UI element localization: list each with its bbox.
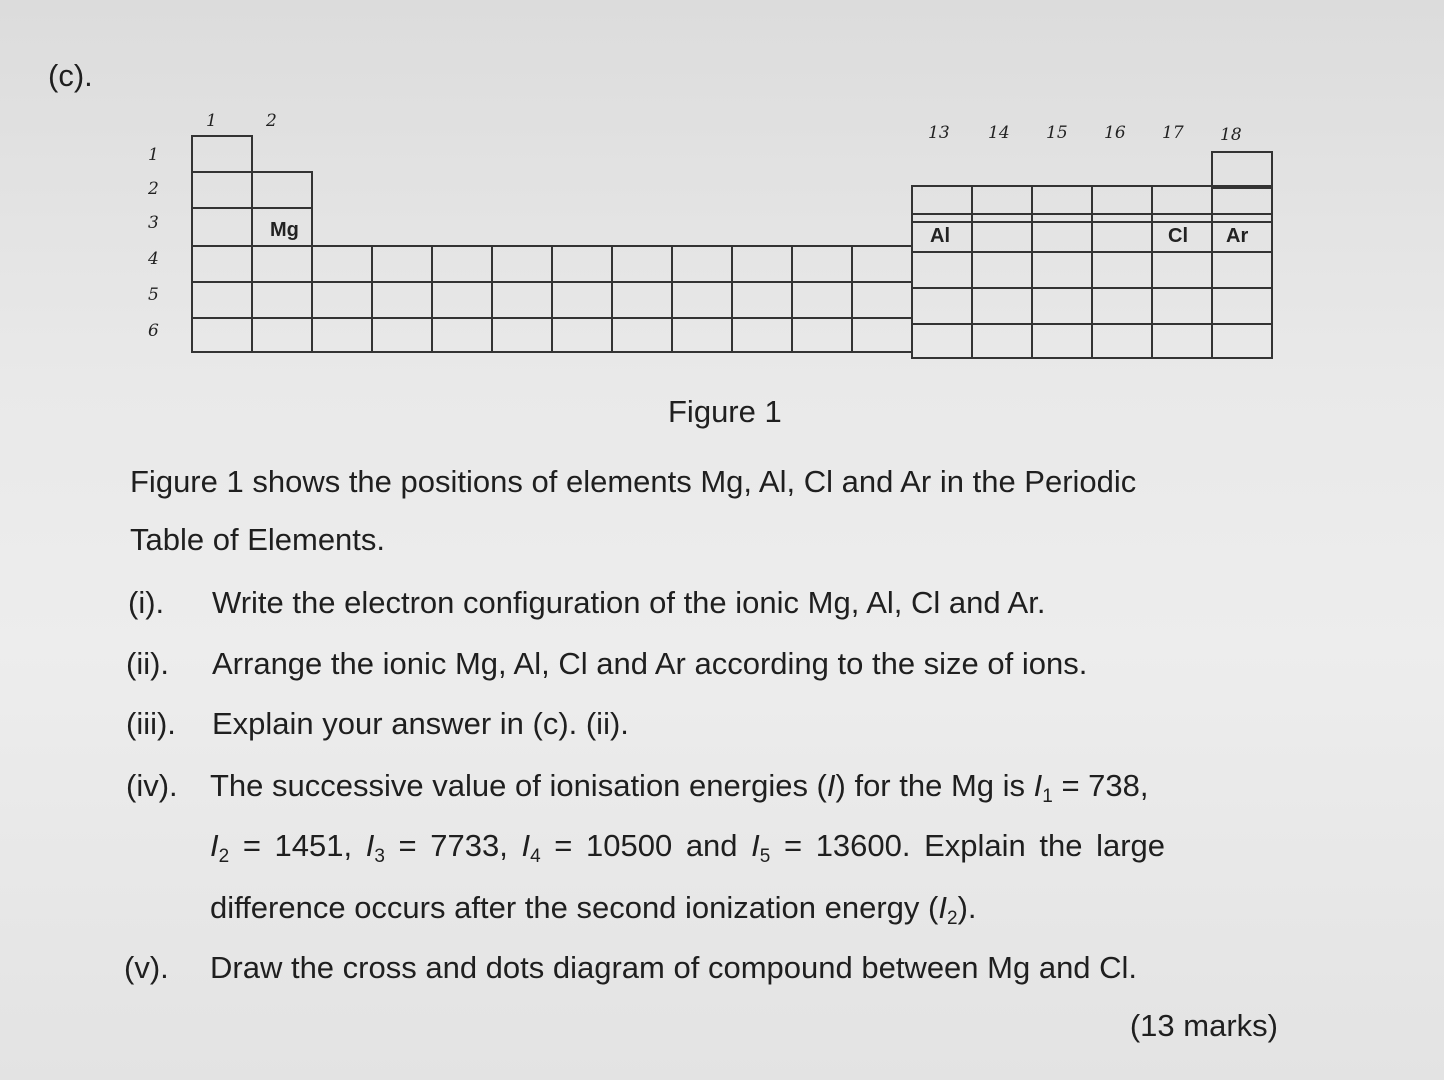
table-cell xyxy=(432,246,492,282)
question-label-iv: (iv). xyxy=(126,768,178,803)
table-cell xyxy=(852,246,912,282)
table-cell xyxy=(852,318,912,352)
element-mg: Mg xyxy=(270,219,299,241)
table-cell xyxy=(1032,186,1092,222)
table-cell xyxy=(852,282,912,318)
table-cell xyxy=(912,186,972,222)
table-cell xyxy=(672,246,732,282)
table-cell xyxy=(912,252,972,288)
table-cell xyxy=(612,246,672,282)
intro-text-line-2: Table of Elements. xyxy=(130,522,386,557)
table-cell xyxy=(672,318,732,352)
table-cell xyxy=(1212,152,1272,188)
question-label-v: (v). xyxy=(124,950,169,985)
table-cell xyxy=(1212,252,1272,288)
periodic-table-figure xyxy=(0,0,1444,400)
question-text-iii: Explain your answer in (c). (ii). xyxy=(212,706,629,741)
element-ar: Ar xyxy=(1226,225,1249,247)
period-number: 5 xyxy=(148,285,159,305)
group-number: 17 xyxy=(1162,123,1184,143)
table-cell xyxy=(792,318,852,352)
table-cell xyxy=(252,282,312,318)
question-text-ii: Arrange the ionic Mg, Al, Cl and Ar according to the size of ions. xyxy=(212,646,1088,681)
table-cell xyxy=(1152,324,1212,358)
table-cell xyxy=(1212,186,1272,222)
table-cell xyxy=(492,282,552,318)
question-label-i: (i). xyxy=(128,585,165,620)
question-text-v: Draw the cross and dots diagram of compound between Mg and Cl. xyxy=(210,950,1138,985)
question-text-iv-line-1: The successive value of ionisation energies (I) for the Mg is $I_1 = 738$, xyxy=(210,768,1149,807)
question-text-iv-line-2: $I_2 = 1451$, $I_3 = 7733$, $I_4 = 10500$ and $I_5 = 13600$. Explain the large xyxy=(210,828,1166,867)
table-cell xyxy=(972,288,1032,324)
period-number: 3 xyxy=(148,213,159,233)
table-cell xyxy=(612,318,672,352)
table-cell xyxy=(1092,288,1152,324)
group-number: 13 xyxy=(928,123,950,143)
table-cell xyxy=(432,318,492,352)
table-cell xyxy=(492,246,552,282)
table-cell xyxy=(312,246,372,282)
table-cell xyxy=(1032,324,1092,358)
table-cell xyxy=(1152,186,1212,222)
table-cell xyxy=(912,288,972,324)
table-cell xyxy=(1092,214,1152,252)
table-cell xyxy=(792,282,852,318)
table-cell xyxy=(792,246,852,282)
group-number: 15 xyxy=(1046,123,1068,143)
table-cell xyxy=(732,318,792,352)
table-cell xyxy=(972,252,1032,288)
element-cl: Cl xyxy=(1168,225,1188,247)
table-cell xyxy=(1032,252,1092,288)
period-number: 4 xyxy=(148,249,159,269)
table-cell xyxy=(492,318,552,352)
period-number: 1 xyxy=(148,145,159,165)
table-cell xyxy=(252,318,312,352)
table-cell xyxy=(972,324,1032,358)
table-cell xyxy=(192,282,252,318)
table-cell xyxy=(1032,214,1092,252)
table-cell xyxy=(972,214,1032,252)
table-cell xyxy=(372,246,432,282)
table-cell xyxy=(732,246,792,282)
marks-total: (13 marks) xyxy=(1129,1008,1278,1043)
question-text-i: Write the electron configuration of the ionic Mg, Al, Cl and Ar. xyxy=(212,585,1046,620)
table-cell xyxy=(552,246,612,282)
table-cell xyxy=(312,282,372,318)
table-cell xyxy=(192,318,252,352)
table-cell xyxy=(192,246,252,282)
table-cell xyxy=(252,246,312,282)
group-number: 1 xyxy=(206,111,217,131)
table-cell xyxy=(552,318,612,352)
table-cell xyxy=(1092,252,1152,288)
table-cell xyxy=(432,282,492,318)
table-cell xyxy=(972,186,1032,222)
intro-text-line-1: Figure 1 shows the positions of elements Mg, Al, Cl and Ar in the Periodic xyxy=(130,464,1137,499)
period-number: 2 xyxy=(148,179,159,199)
table-cell xyxy=(1212,288,1272,324)
figure-caption: Figure 1 xyxy=(668,394,782,429)
table-cell xyxy=(1092,324,1152,358)
table-cell xyxy=(192,208,252,246)
table-cell xyxy=(372,318,432,352)
element-al: Al xyxy=(930,225,950,247)
group-number: 2 xyxy=(266,111,277,131)
table-cell xyxy=(1212,324,1272,358)
group-number: 14 xyxy=(988,123,1010,143)
table-cell xyxy=(1092,186,1152,222)
group-number: 18 xyxy=(1220,125,1242,145)
period-number: 6 xyxy=(148,321,159,341)
table-cell xyxy=(912,324,972,358)
table-cell xyxy=(192,136,252,172)
table-grid xyxy=(192,136,1272,358)
table-cell xyxy=(1032,288,1092,324)
table-cell xyxy=(372,282,432,318)
table-cell xyxy=(252,172,312,208)
group-number: 16 xyxy=(1104,123,1126,143)
table-cell xyxy=(552,282,612,318)
table-cell xyxy=(1152,288,1212,324)
question-label-iii: (iii). xyxy=(126,706,176,741)
table-cell xyxy=(732,282,792,318)
table-cell xyxy=(192,172,252,208)
question-label-ii: (ii). xyxy=(126,646,170,681)
table-cell xyxy=(312,318,372,352)
table-cell xyxy=(1152,252,1212,288)
question-text-iv-line-3: difference occurs after the second ionization energy $(I_2)$. xyxy=(210,890,977,929)
table-cell xyxy=(672,282,732,318)
table-cell xyxy=(612,282,672,318)
section-label: (c). xyxy=(48,58,93,93)
